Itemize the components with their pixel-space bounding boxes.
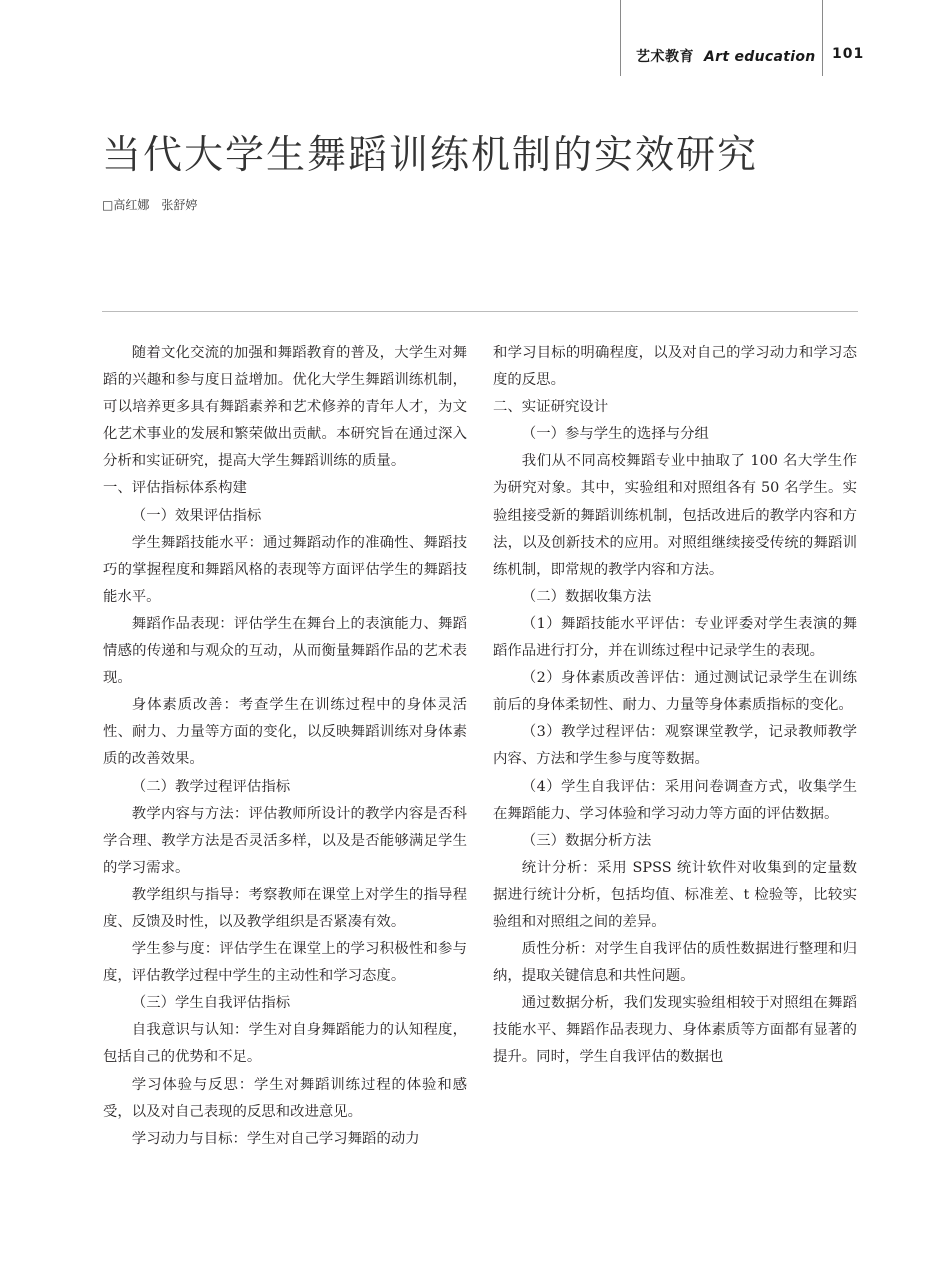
paragraph: 学生参与度：评估学生在课堂上的学习积极性和参与度，评估教学过程中学生的主动性和学习态度。 [103,941,467,985]
left-column [103,340,467,1153]
paragraph-intro: 随着文化交流的加强和舞蹈教育的普及，大学生对舞蹈的兴趣和参与度日益增加。优化大学生舞蹈训练机制，可以培养更多具有舞蹈素养和艺术修养的青年人才，为文化艺术事业的发展和繁荣做出贡献。本研究旨在通过深入分析和实证研究，提高大学生舞蹈训练的质量。 [103,345,467,470]
article-authors: □高红娜 张舒婷 [102,198,198,212]
article-title: 当代大学生舞蹈训练机制的实效研究 [102,133,759,178]
paragraph: 通过数据分析，我们发现实验组相较于对照组在舞蹈技能水平、舞蹈作品表现力、身体素质等方面都有显著的提升。同时，学生自我评估的数据也 [493,995,857,1066]
section-name-cn: 艺术教育 [636,49,694,65]
subsection-heading-1-1: （一）效果评估指标 [131,507,262,524]
section-heading-1: 一、评估指标体系构建 [103,480,247,497]
paragraph: （3）教学过程评估：观察课堂教学，记录教师教学内容、方法和学生参与度等数据。 [493,724,857,768]
paragraph: 教学组织与指导：考察教师在课堂上对学生的指导程度、反馈及时性，以及教学组织是否紧凑有效。 [103,886,467,930]
header-divider-left [620,0,621,76]
paragraph: 舞蹈作品表现：评估学生在舞台上的表演能力、舞蹈情感的传递和与观众的互动，从而衡量舞蹈作品的艺术表现。 [103,615,467,687]
subsection-heading-2-1: （一）参与学生的选择与分组 [521,426,709,443]
subsection-heading-1-2: （二）教学过程评估指标 [131,778,291,795]
paragraph: 学习体验与反思：学生对舞蹈训练过程的体验和感受，以及对自己表现的反思和改进意见。 [103,1076,467,1120]
page-number: 101 [832,46,865,62]
paragraph: 自我意识与认知：学生对自身舞蹈能力的认知程度，包括自己的优势和不足。 [103,1022,467,1066]
section-heading-2: 二、实证研究设计 [493,399,609,416]
paragraph: 我们从不同高校舞蹈专业中抽取了 100 名大学生作为研究对象。其中，实验组和对照组各有 50 名学生。实验组接受新的舞蹈训练机制，包括改进后的教学内容和方法，以及创新技术的应用。对照组继续接受传统的舞蹈训练机制，即常规的教学内容和方法。 [493,453,857,578]
subsection-heading-2-2: （二）数据收集方法 [521,588,652,605]
title-divider [102,311,858,312]
paragraph: 身体素质改善：考查学生在训练过程中的身体灵活性、耐力、力量等方面的变化，以反映舞蹈训练对身体素质的改善效果。 [103,697,467,768]
subsection-heading-1-3: （三）学生自我评估指标 [131,995,291,1012]
paragraph: 质性分析：对学生自我评估的质性数据进行整理和归纳，提取关键信息和共性问题。 [493,941,857,985]
paragraph-continued: 和学习目标的明确程度，以及对自己的学习动力和学习态度的反思。 [493,345,857,389]
right-column [493,340,857,1072]
running-header [636,46,816,66]
paragraph: 学习动力与目标：学生对自己学习舞蹈的动力 [131,1130,420,1147]
paragraph: （2）身体素质改善评估：通过测试记录学生在训练前后的身体柔韧性、耐力、力量等身体素质指标的变化。 [493,670,857,714]
subsection-heading-2-3: （三）数据分析方法 [521,832,652,849]
paragraph: （4）学生自我评估：采用问卷调查方式，收集学生在舞蹈能力、学习体验和学习动力等方面的评估数据。 [493,778,857,822]
paragraph: 统计分析：采用 SPSS 统计软件对收集到的定量数据进行统计分析，包括均值、标准差、t 检验等，比较实验组和对照组之间的差异。 [493,859,857,930]
paragraph: 学生舞蹈技能水平：通过舞蹈动作的准确性、舞蹈技巧的掌握程度和舞蹈风格的表现等方面评估学生的舞蹈技能水平。 [103,534,467,605]
section-name-en: Art education [704,49,816,65]
paragraph: 教学内容与方法：评估教师所设计的教学内容是否科学合理、教学方法是否灵活多样，以及是否能够满足学生的学习需求。 [103,805,467,876]
paragraph: （1）舞蹈技能水平评估：专业评委对学生表演的舞蹈作品进行打分，并在训练过程中记录学生的表现。 [493,615,857,660]
header-divider-right [822,0,823,76]
